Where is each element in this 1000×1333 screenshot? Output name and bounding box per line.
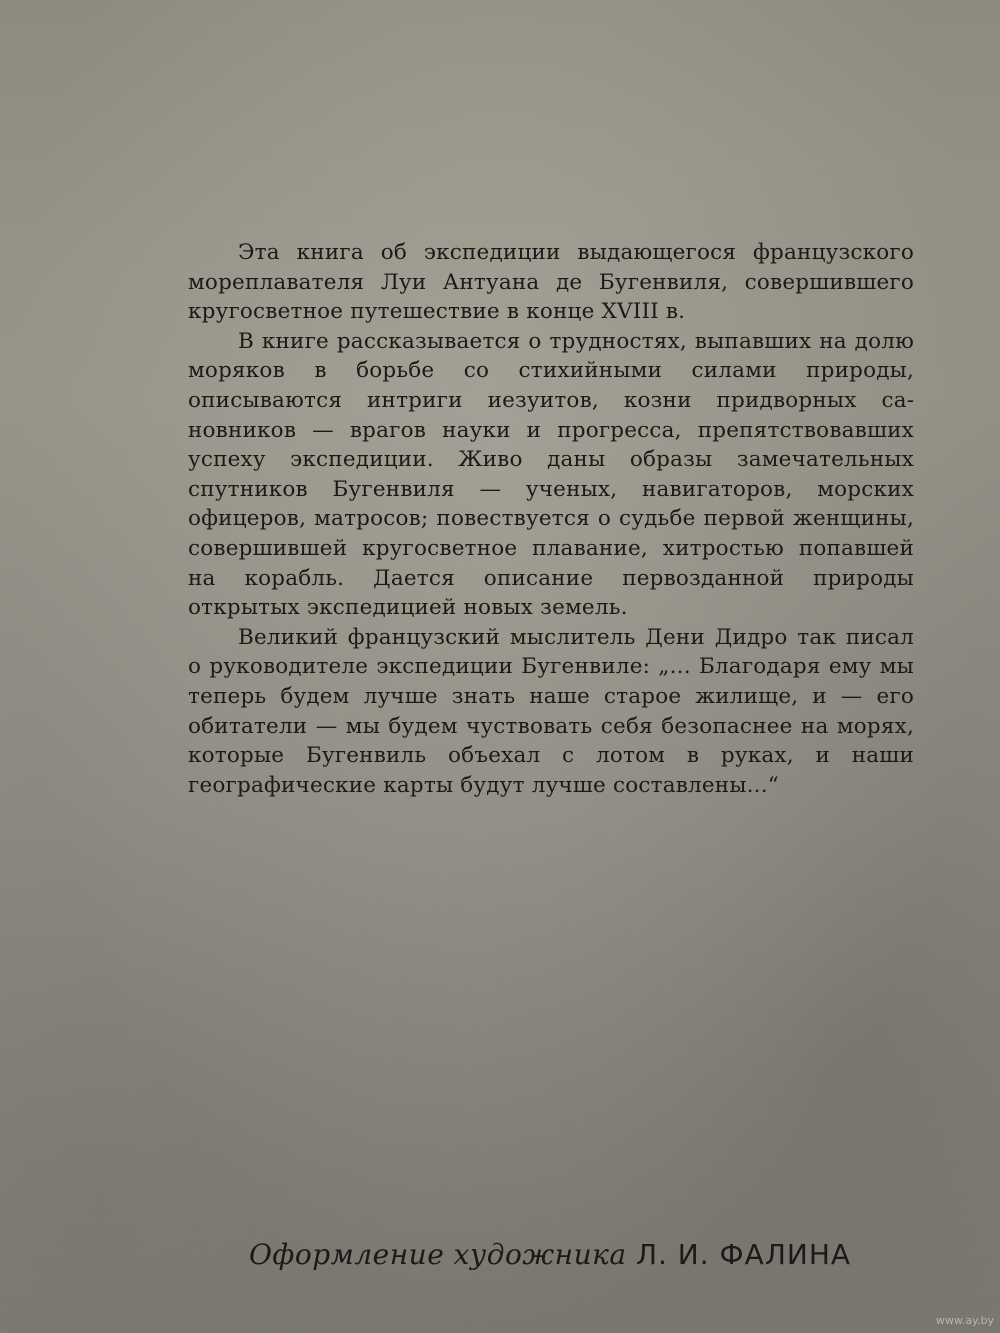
credit-artist-name: Л. И. ФАЛИНА bbox=[635, 1238, 852, 1271]
site-watermark: www.ay.by bbox=[935, 1314, 994, 1327]
annotation-paragraph-1: Эта книга об экспедиции выдающегося французского мореплавателя Луи Антуана де Бугенвиля, совершившего кругосветное путешествие в конце XVIII в. bbox=[188, 240, 914, 325]
annotation-paragraph-2: В книге рассказывается о трудностях, выпавших на долю моряков в борьбе со стихийными силами природы, описываются интриги иезуитов, козни придворных сановников — врагов науки и прогресса, препятствовавших успеху экспедиции. Живо даны образы замечательных спутников Бугенвиля — ученых, навигаторов, морских офицеров, матросов; повествуется о судьбе первой женщины, совершившей кругосветное плавание, хитростью попавшей на корабль. Дается описание первозданной природы открытых экспедицией новых земель. bbox=[188, 328, 914, 621]
credit-prefix: Оформление художника bbox=[248, 1238, 627, 1271]
designer-credit bbox=[150, 1238, 950, 1271]
annotation-paragraph-3: Великий французский мыслитель Дени Дидро так писал о руководителе экспедиции Бугенвиле: „... Благодаря ему мы теперь будем лучше знать наше старое жилище, и — его обитатели — мы будем чуствовать себя безопаснее на морях, которые Бугенвиль объехал с лотом в руках, и наши географические карты будут лучше составлены...“ bbox=[188, 624, 914, 798]
annotation-text bbox=[188, 238, 914, 800]
